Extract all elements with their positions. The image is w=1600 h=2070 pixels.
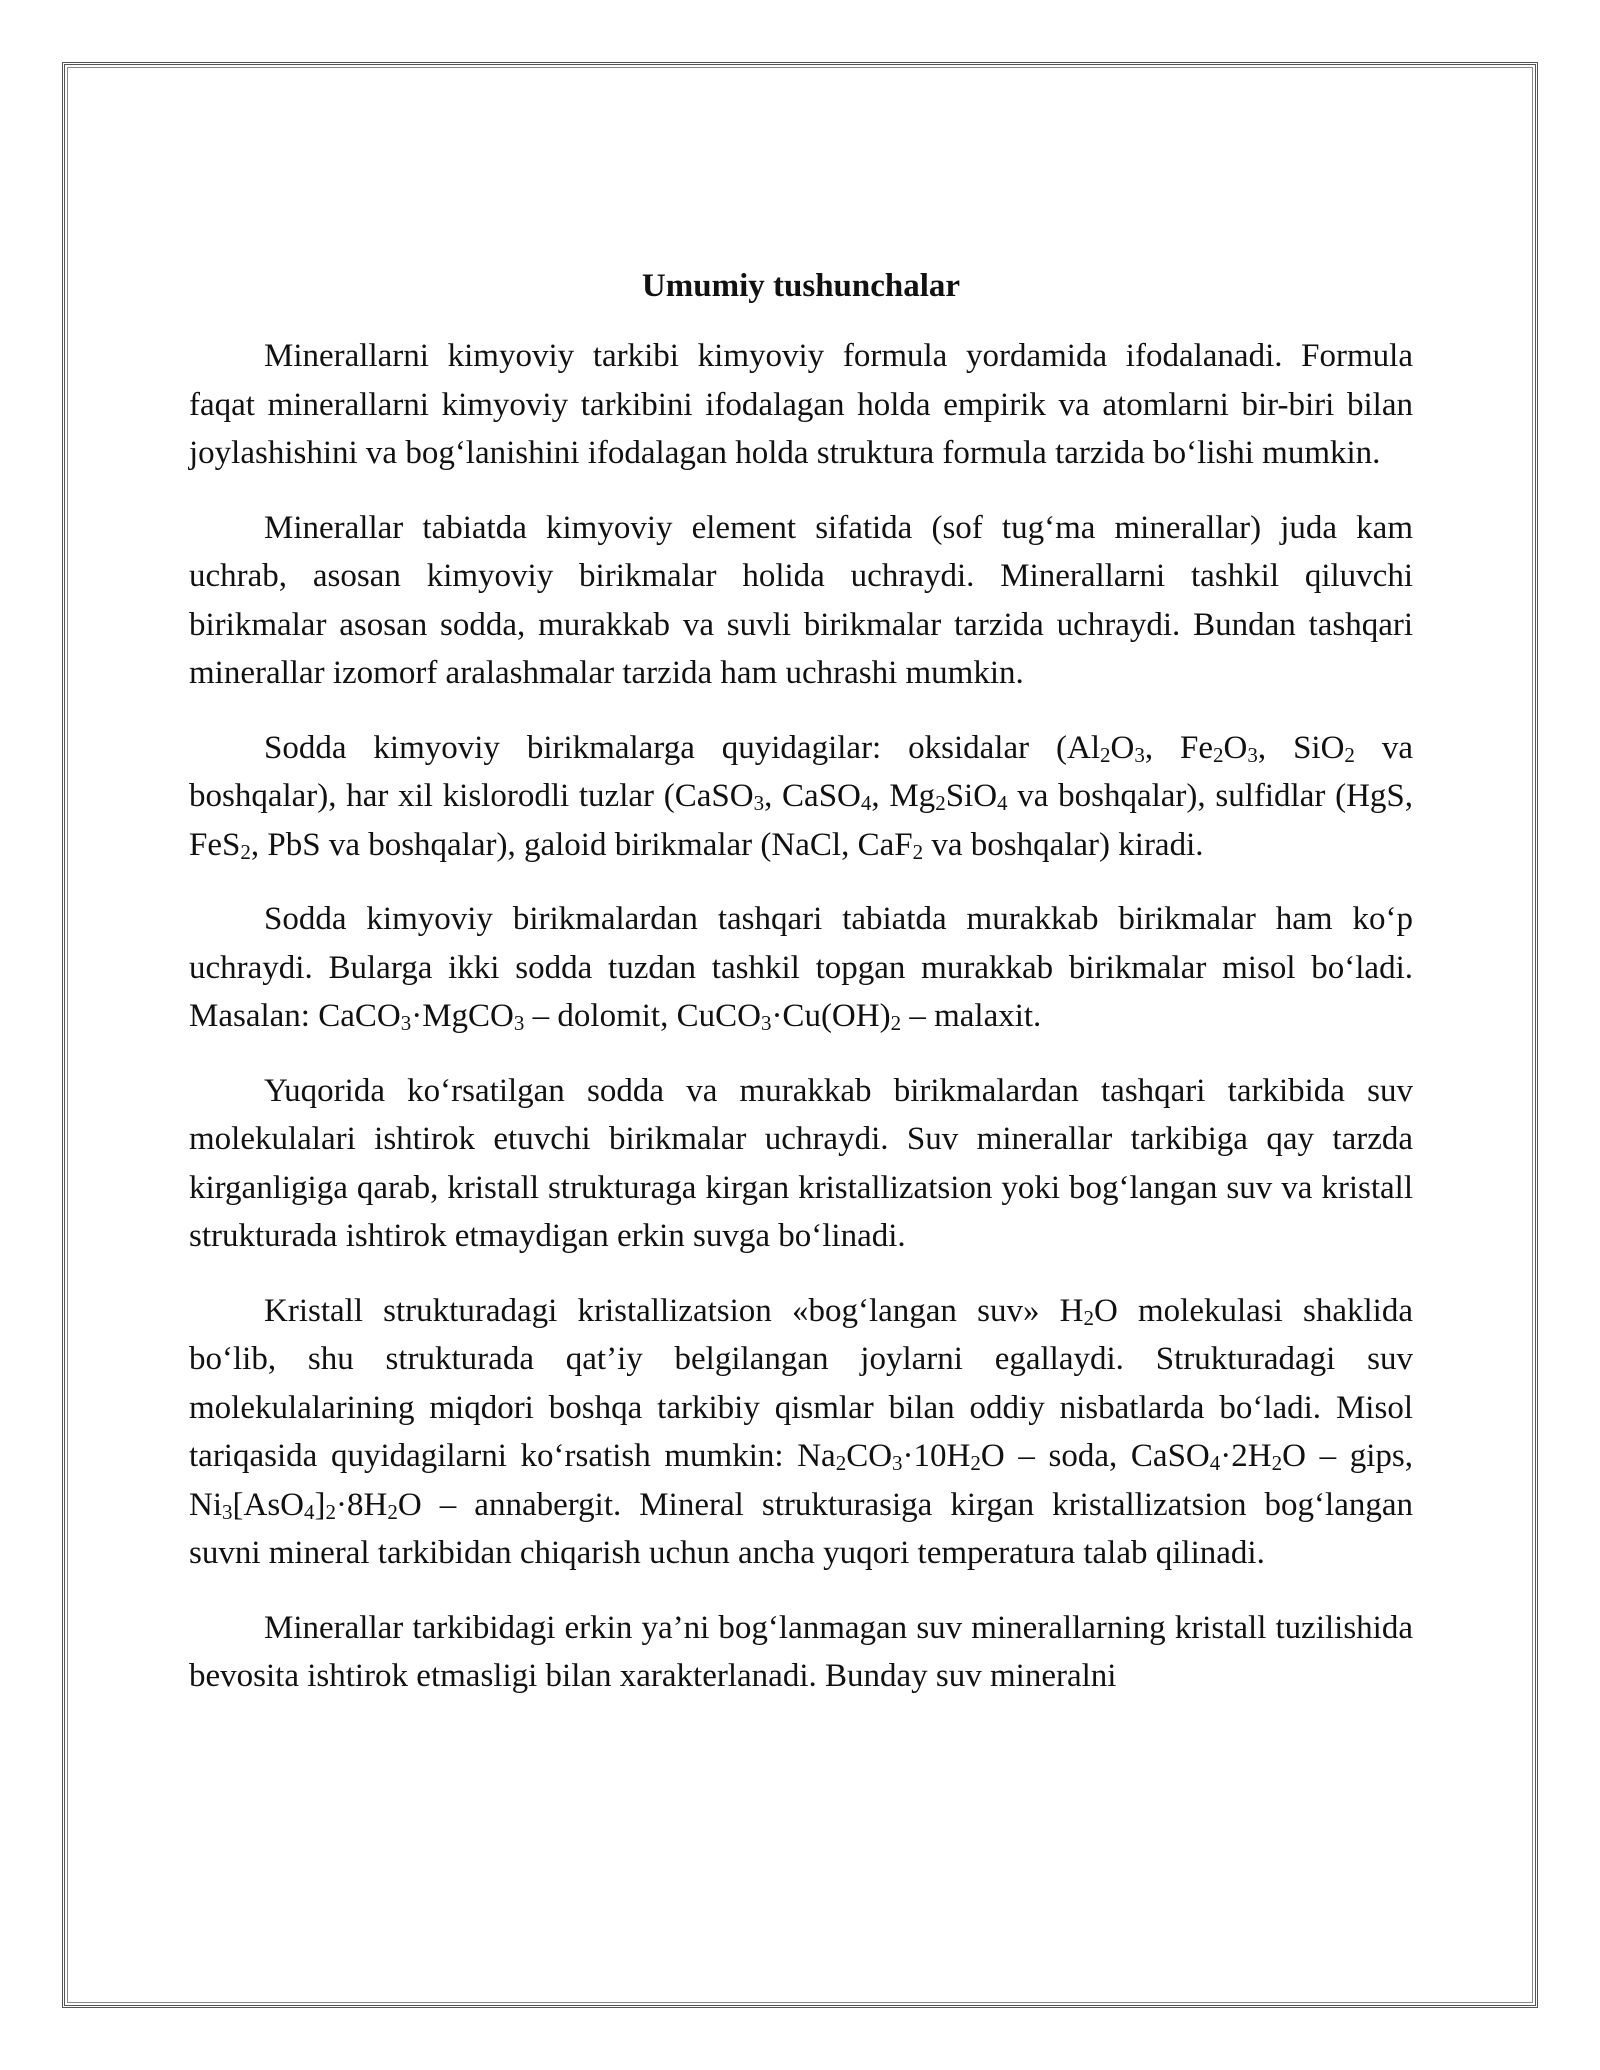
- paragraph-3: Sodda kimyoviy birikmalarga quyidagilar: oksidalar ($Al_2O_3$, $Fe_2O_3$, SiO$_2$ va boshqalar), har xil kislorodli tuzlar (CaSO$_3$, CaSO$_4$, $Mg_2SiO_4$ va boshqalar), sulfidlar (HgS, FeS$_2$, PbS va boshqalar), galoid birikmalar (NaCl, CaF$_2$ va boshqalar) kiradi.: [189, 729, 1413, 864]
- document-title: Umumiy tushunchalar: [641, 268, 961, 304]
- page-content: [189, 262, 1413, 1727]
- paragraph-6: Kristall strukturadagi kristallizatsion «bog‘langan suv» $H_2O$ molekulasi shaklida bo‘lib, shu strukturada qat’iy belgilangan joylarni egallaydi. Strukturadagi suv molekulalarining miqdori boshqa tarkibiy qismlar bilan oddiy nisbatlarda bo‘ladi. Misol tariqasida quyidagilarni ko‘rsatish mumkin: $Na_2CO_3\cdot 10H_2O$ – soda, $CaSO_4\cdot 2H_2O$ – gips, $Ni_3[AsO_4]_2\cdot 8H_2O$ – annabergit. Mineral strukturasiga kirgan kristallizatsion bog‘langan suvni mineral tarkibidan chiqarish uchun ancha yuqori temperatura talab qilinadi.: [189, 1292, 1414, 1571]
- paragraph-7: Minerallar tarkibidagi erkin ya’ni bog‘lanmagan suv minerallarning kristall tuzilishida bevosita ishtirok etmasligi bilan xarakterlanadi. Bunday suv mineralni: [189, 1609, 1413, 1694]
- paragraph-2: Minerallar tabiatda kimyoviy element sifatida (sof tug‘ma minerallar) juda kam uchrab, asosan kimyoviy birikmalar holida uchraydi. Minerallarni tashkil qiluvchi birikmalar asosan sodda, murakkab va suvli birikmalar tarzida uchraydi. Bundan tashqari minerallar izomorf aralashmalar tarzida ham uchrashi mumkin.: [189, 509, 1413, 691]
- paragraph-5: Yuqorida ko‘rsatilgan sodda va murakkab birikmalardan tashqari tarkibida suv molekulalari ishtirok etuvchi birikmalar uchraydi. Suv minerallar tarkibiga qay tarzda kirganligiga qarab, kristall strukturaga kirgan kristallizatsion yoki bog‘langan suv va kristall strukturada ishtirok etmaydigan erkin suvga bo‘linadi.: [189, 1072, 1413, 1254]
- paragraph-1: Minerallarni kimyoviy tarkibi kimyoviy formula yordamida ifodalanadi. Formula faqat minerallarni kimyoviy tarkibini ifodalagan holda empirik va atomlarni bir-biri bilan joylashishini va bog‘lanishini ifodalagan holda struktura formula tarzida bo‘lishi mumkin.: [189, 338, 1413, 471]
- paragraph-4: Sodda kimyoviy birikmalardan tashqari tabiatda murakkab birikmalar ham ko‘p uchraydi. Bularga ikki sodda tuzdan tashkil topgan murakkab birikmalar misol bo‘ladi. Masalan: CaCO$_3$·MgCO$_3$ – dolomit, $CuCO_3\cdot Cu(OH)_2$ – malaxit.: [189, 901, 1413, 1035]
